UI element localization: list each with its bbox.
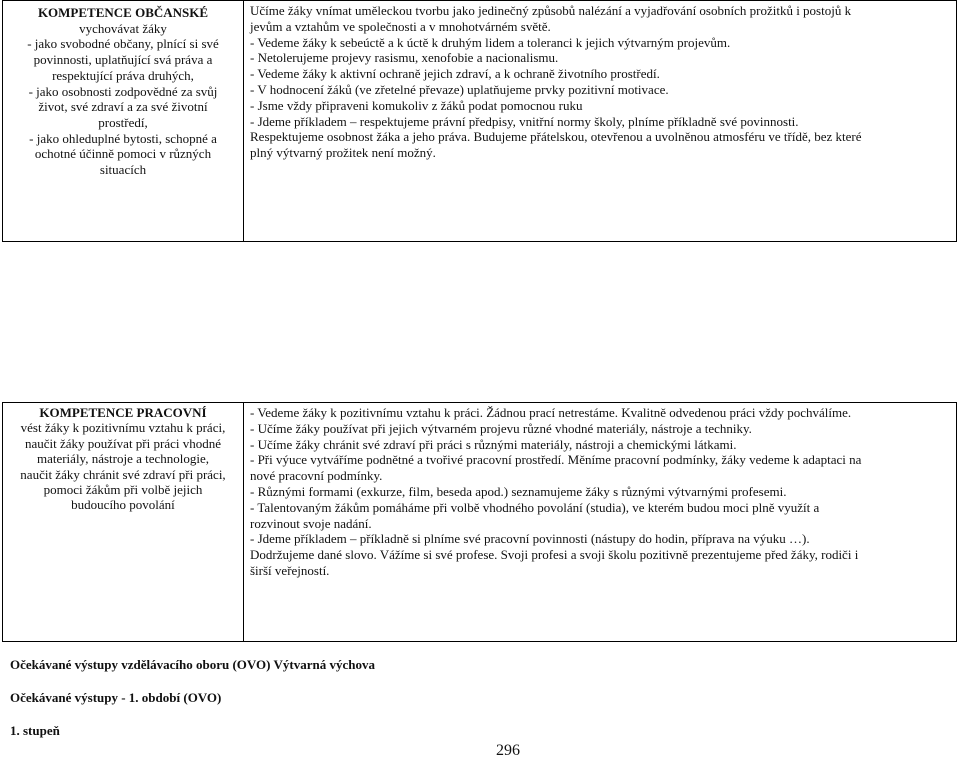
work-strategy-line: - Vedeme žáky k pozitivnímu vztahu k práci. Žádnou prací netrestáme. Kvalitně odvedenou práci vždy pochválíme.	[250, 405, 852, 420]
work-strategy-line: rozvinout svoje nadání.	[250, 515, 372, 531]
work-strategy-line: - Talentovaným žákům pomáháme při volbě vhodného povolání (studia), ve kterém budou moci plně využít a	[250, 499, 820, 515]
civic-strategy-line: - Jsme vždy připraveni komukoliv z žáků podat pomocnou ruku	[250, 97, 583, 113]
civic-strategy-line: - Jdeme příkladem – respektujeme právní předpisy, vnitřní normy školy, plníme příkladně své povinnosti.	[250, 113, 799, 129]
grade-heading: 1. stupeň	[10, 723, 60, 738]
civic-goal-line: respektující práva druhých,	[52, 67, 194, 83]
work-goal-line: budoucího povolání	[71, 497, 175, 513]
period-heading: Očekávané výstupy - 1. období (OVO)	[10, 690, 222, 705]
civic-strategy-line: - Vedeme žáky k aktivní ochraně jejich zdraví, a k ochraně životního prostředí.	[250, 66, 660, 82]
work-strategy-line: Dodržujeme dané slovo. Vážíme si své profese. Svoji profesi a svoji školu pozitivně prezentujeme před žáky, rodiči i	[250, 547, 859, 563]
page-number: 296	[496, 742, 520, 759]
civic-goal-line: situacích	[99, 162, 147, 178]
civic-goal-line: - jako ohleduplné bytosti, schopné a	[29, 130, 217, 146]
work-goal-line: naučit žáky používat při práci vhodné	[24, 435, 221, 451]
work-goal-line: naučit žáky chránit své zdraví při práci,	[20, 466, 226, 482]
ovo-heading: Očekávané výstupy vzdělávacího oboru (OVO) Výtvarná výchova	[10, 657, 375, 672]
civic-strategy-line: jevům a vztahům ve společnosti a v mnohotvárném světě.	[250, 18, 551, 34]
work-competence-goals	[3, 403, 244, 641]
civic-strategy-line: Respektujeme osobnost žáka a jeho práva. Budujeme přátelskou, otevřenou a uvolněnou atmosféru ve třídě, bez které	[250, 129, 862, 145]
civic-goal-line: prostředí,	[98, 114, 148, 130]
work-goal-line: pomoci žákům při volbě jejich	[43, 482, 203, 498]
civic-goal-line: - jako osobnosti zodpovědné za svůj	[28, 83, 218, 99]
civic-strategy-line: - Netolerujeme projevy rasismu, xenofobie a nacionalismu.	[250, 50, 559, 66]
work-strategy-line: - Při výuce vytváříme podnětné a tvořivé pracovní prostředí. Měníme pracovní podmínky, žáky vedeme k adaptaci na	[250, 452, 862, 468]
civic-goal-line: vychovávat žáky	[79, 20, 167, 36]
civic-goal-line: povinnosti, uplatňující svá práva a	[33, 52, 213, 68]
work-strategy-line: širší veřejností.	[250, 562, 330, 578]
civic-strategy-line: - Vedeme žáky k sebeúctě a k úctě k druhým lidem a toleranci k jejich výtvarným projevům.	[250, 34, 731, 50]
work-goal-line: vést žáky k pozitivnímu vztahu k práci,	[20, 420, 226, 436]
civic-competence-strategies	[244, 1, 956, 241]
civic-strategy-line: - V hodnocení žáků (ve zřetelné převaze) uplatňujeme prvky pozitivní motivace.	[250, 81, 669, 97]
civic-strategy-line: Učíme žáky vnímat uměleckou tvorbu jako jedinečný způsobů nalézání a vyjadřování osobních prožitků i postojů k	[250, 3, 852, 18]
work-strategy-line: - Jdeme příkladem – příkladně si plníme své pracovní povinnosti (nástupy do hodin, příprava na výuku …).	[250, 531, 810, 547]
work-strategy-line: nové pracovní podmínky.	[250, 468, 383, 484]
work-goal-line: materiály, nástroje a technologie,	[36, 451, 210, 467]
work-competence-table	[2, 402, 957, 642]
work-competence-strategies	[244, 403, 956, 641]
civic-competence-title: KOMPETENCE OBČANSKÉ	[37, 5, 209, 20]
work-strategy-line: - Učíme žáky používat při jejich výtvarném projevu různé vhodné materiály, nástroje a techniky.	[250, 420, 752, 436]
work-competence-title: KOMPETENCE PRACOVNÍ	[39, 405, 207, 420]
civic-goal-line: život, své zdraví a za své životní	[38, 99, 208, 115]
civic-strategy-line: plný výtvarný prožitek není možný.	[250, 145, 436, 161]
work-strategy-line: - Učíme žáky chránit své zdraví při práci s různými materiály, nástroji a chemickými látkami.	[250, 436, 737, 452]
civic-competence-table	[2, 0, 957, 242]
civic-competence-goals	[3, 1, 244, 241]
work-strategy-line: - Různými formami (exkurze, film, beseda apod.) seznamujeme žáky s různými výtvarnými profesemi.	[250, 483, 787, 499]
civic-goal-line: - jako svobodné občany, plnící si své	[27, 36, 219, 52]
civic-goal-line: ochotné účinně pomoci v různých	[34, 146, 212, 162]
